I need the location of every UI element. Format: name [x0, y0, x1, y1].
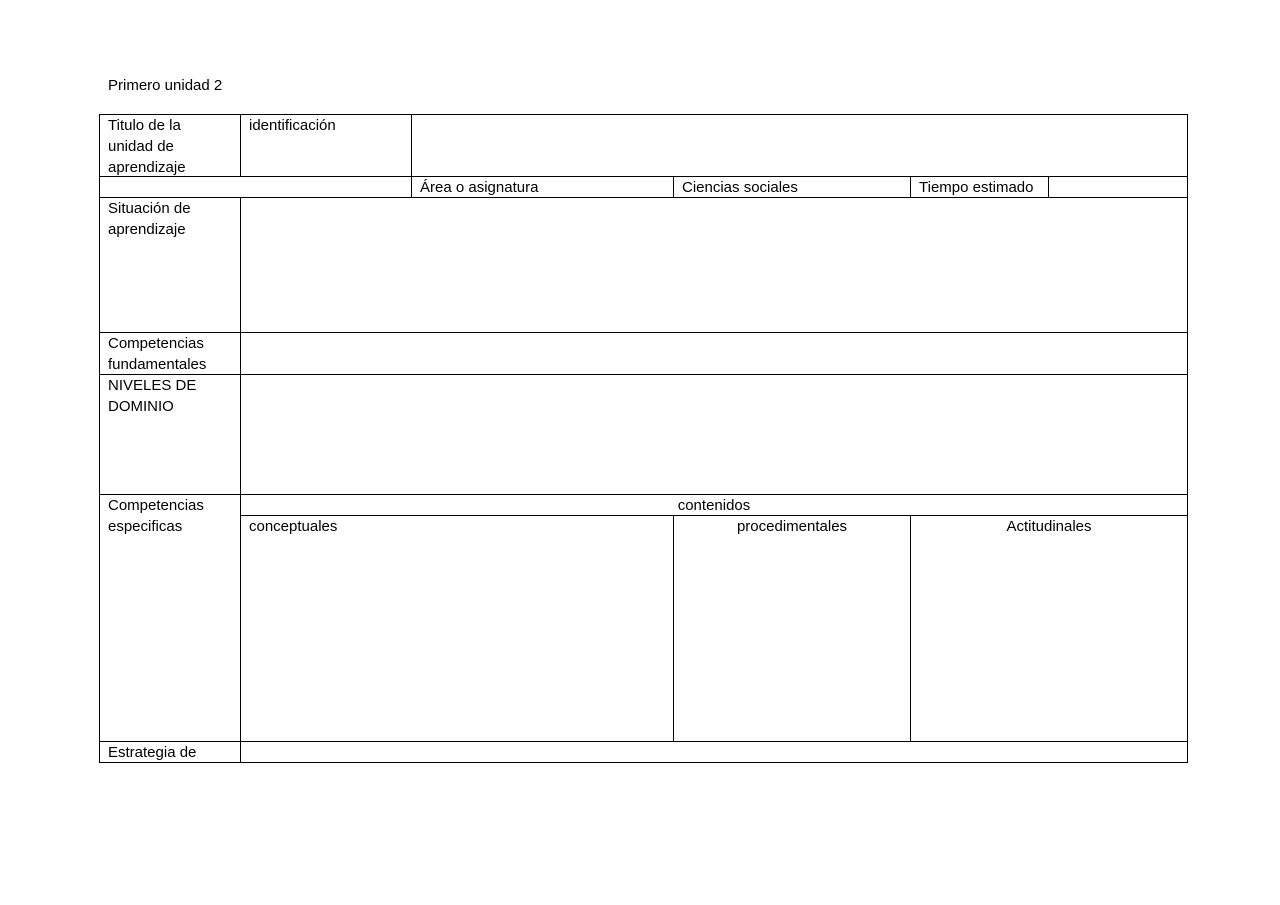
table-rule [1048, 176, 1049, 198]
planning-table [99, 114, 1188, 763]
identificacion-label: identificación [249, 117, 336, 134]
page-title: Primero unidad 2 [108, 77, 223, 94]
table-rule [240, 114, 241, 177]
conceptuales-header: conceptuales [249, 518, 338, 535]
procedimentales-header: procedimentales [736, 518, 848, 535]
table-border-left [99, 114, 100, 763]
niveles-dominio-label: NIVELES DE DOMINIO [108, 377, 197, 415]
table-rule [240, 197, 241, 763]
table-rule [673, 176, 674, 198]
table-rule [910, 515, 911, 742]
actitudinales-header: Actitudinales [1006, 518, 1092, 535]
table-rule [910, 176, 911, 198]
competencias-especificas-label: Competencias especificas [108, 497, 204, 535]
competencias-fundamentales-label: Competencias fundamentales [108, 335, 207, 373]
table-rule [99, 741, 1188, 742]
tiempo-label: Tiempo estimado [919, 179, 1034, 196]
table-rule [99, 332, 1188, 333]
contenidos-header: contenidos [677, 497, 751, 514]
table-rule [411, 114, 412, 198]
situacion-label: Situación de aprendizaje [108, 200, 191, 238]
estrategia-label: Estrategia de [108, 744, 197, 761]
table-border-right [1187, 114, 1188, 763]
area-value: Ciencias sociales [682, 179, 798, 196]
table-border-bottom [99, 762, 1188, 763]
table-rule [99, 374, 1188, 375]
table-rule [673, 515, 674, 742]
area-label: Área o asignatura [420, 179, 539, 196]
titulo-label: Titulo de la unidad de aprendizaje [108, 117, 186, 176]
